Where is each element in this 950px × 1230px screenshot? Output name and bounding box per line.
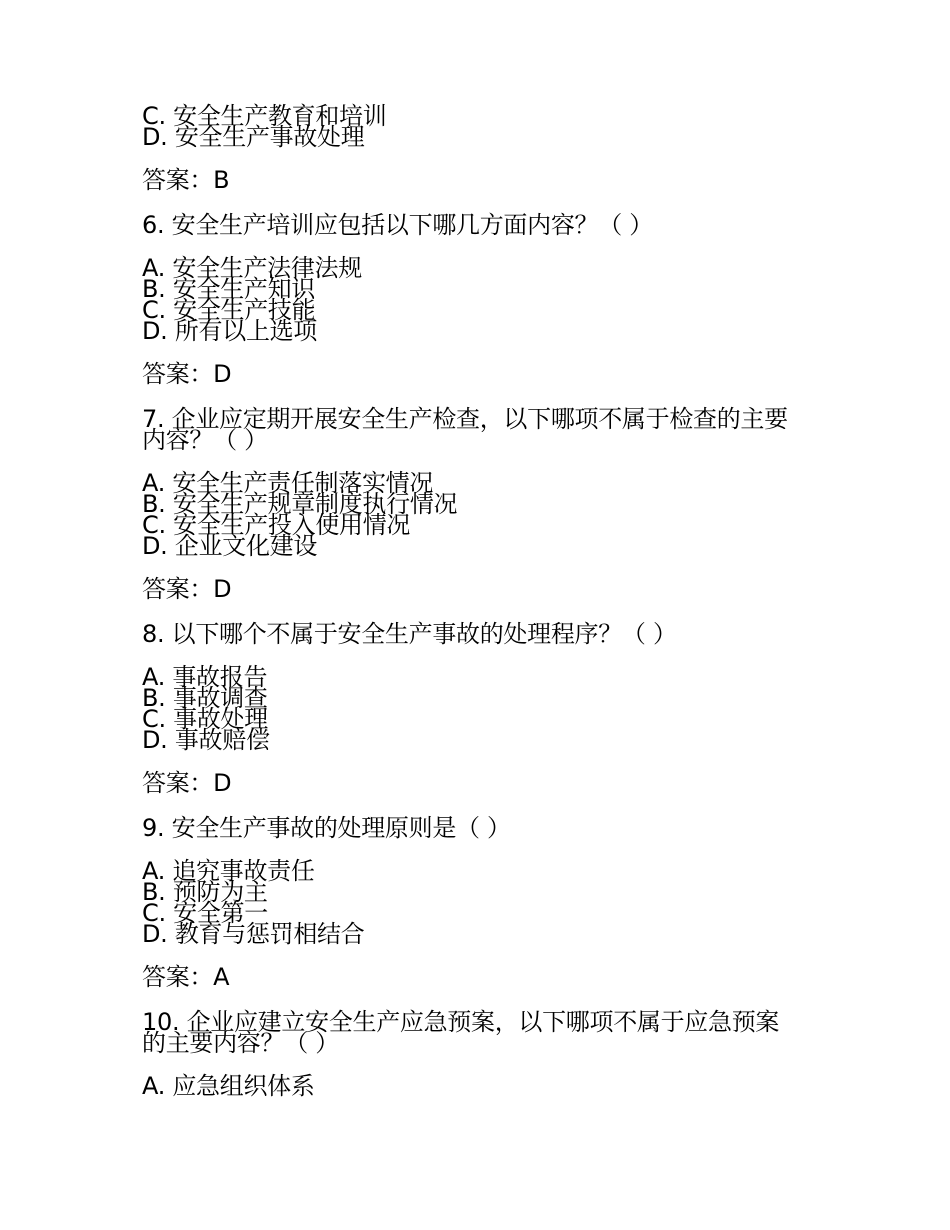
question-title: 9. 安全生产事故的处理原则是（ ）	[142, 814, 511, 842]
option-c: C. 安全生产教育和培训	[142, 102, 387, 130]
option-d: D. 企业文化建设	[142, 532, 318, 560]
answer: 答案：B	[142, 166, 230, 194]
answer: 答案：D	[142, 769, 232, 797]
question-6	[142, 211, 822, 388]
option-b: B. 安全生产规章制度执行情况	[142, 490, 458, 518]
option-d: D. 所有以上选项	[142, 317, 318, 345]
question-5-tail	[142, 102, 822, 194]
question-title: 10. 企业应建立安全生产应急预案，以下哪项不属于应急预案的主要内容？（ ）	[142, 1008, 780, 1057]
question-title: 6. 安全生产培训应包括以下哪几方面内容？（ ）	[142, 211, 653, 239]
option-d: D. 事故赔偿	[142, 726, 270, 754]
question-7	[142, 405, 822, 603]
option-a: A. 安全生产法律法规	[142, 254, 362, 282]
option-c: C. 安全生产投入使用情况	[142, 511, 411, 539]
question-10	[142, 1008, 822, 1100]
option-d: D. 教育与惩罚相结合	[142, 920, 365, 948]
question-9	[142, 814, 822, 991]
question-8	[142, 620, 822, 797]
option-b: B. 预防为主	[142, 878, 268, 906]
answer: 答案：D	[142, 575, 232, 603]
document-page	[142, 102, 822, 1100]
question-title: 7. 企业应定期开展安全生产检查，以下哪项不属于检查的主要内容？（ ）	[142, 405, 788, 454]
option-b: B. 安全生产知识	[142, 275, 316, 303]
option-d: D. 安全生产事故处理	[142, 123, 365, 151]
option-a: A. 事故报告	[142, 663, 268, 691]
option-c: C. 事故处理	[142, 705, 268, 733]
option-a: A. 安全生产责任制落实情况	[142, 469, 434, 497]
option-c: C. 安全第一	[142, 899, 268, 927]
option-a: A. 追究事故责任	[142, 857, 315, 885]
option-c: C. 安全生产技能	[142, 296, 316, 324]
option-b: B. 事故调查	[142, 684, 268, 712]
answer: 答案：D	[142, 360, 232, 388]
option-a: A. 应急组织体系	[142, 1072, 315, 1100]
answer: 答案：A	[142, 963, 230, 991]
question-title: 8. 以下哪个不属于安全生产事故的处理程序？（ ）	[142, 620, 677, 648]
